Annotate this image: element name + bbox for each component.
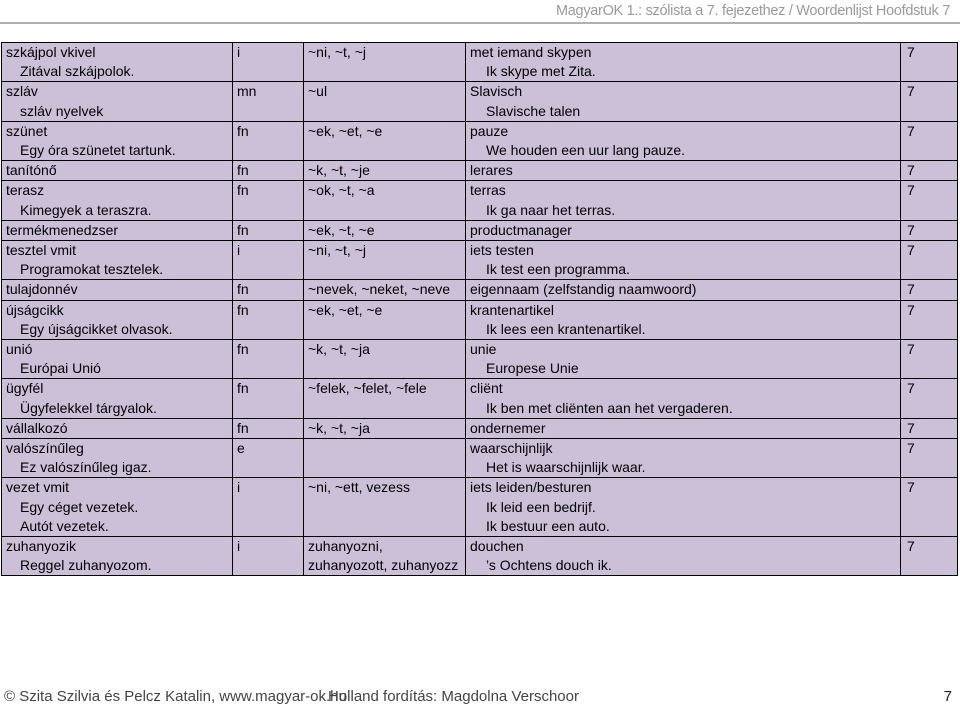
forms-cell: ~k, ~t, ~je	[304, 161, 466, 181]
forms-cell: ~ek, ~et, ~e	[304, 121, 466, 160]
hungarian-cell: unió Európai Unió	[2, 340, 233, 379]
vocabulary-table	[1, 42, 958, 576]
pos-cell: fn	[233, 181, 304, 220]
pos-cell: fn	[233, 161, 304, 181]
table-row	[2, 241, 958, 280]
dutch-cell: ondernemer	[466, 418, 901, 438]
lesson-cell: 7	[901, 161, 958, 181]
forms-cell: ~ul	[304, 82, 466, 121]
table-row	[2, 181, 958, 220]
table-row	[2, 280, 958, 300]
hungarian-cell: termékmenedzser	[2, 220, 233, 240]
pos-cell: fn	[233, 418, 304, 438]
hungarian-cell: terasz Kimegyek a teraszra.	[2, 181, 233, 220]
table-row	[2, 300, 958, 339]
dutch-cell: iets leiden/besturen Ik leid een bedrijf. Ik bestuur een auto.	[466, 478, 901, 537]
table-row	[2, 220, 958, 240]
hungarian-cell: ügyfél Ügyfelekkel tárgyalok.	[2, 379, 233, 418]
hungarian-cell: tanítónő	[2, 161, 233, 181]
hungarian-cell: vezet vmit Egy céget vezetek. Autót vezetek.	[2, 478, 233, 537]
lesson-cell: 7	[901, 478, 958, 537]
hungarian-cell: szláv szláv nyelvek	[2, 82, 233, 121]
translation-credit: Holland fordítás: Magdolna Verschoor	[328, 688, 579, 705]
table-row	[2, 439, 958, 478]
pos-cell: mn	[233, 82, 304, 121]
hungarian-cell: tulajdonnév	[2, 280, 233, 300]
forms-cell: ~k, ~t, ~ja	[304, 418, 466, 438]
dutch-cell: iets testen Ik test een programma.	[466, 241, 901, 280]
hungarian-cell: zuhanyozik Reggel zuhanyozom.	[2, 537, 233, 576]
pos-cell: i	[233, 537, 304, 576]
forms-cell: ~nevek, ~neket, ~neve	[304, 280, 466, 300]
lesson-cell: 7	[901, 300, 958, 339]
dutch-cell: Slavisch Slavische talen	[466, 82, 901, 121]
dutch-cell: eigennaam (zelfstandig naamwoord)	[466, 280, 901, 300]
copyright-text: © Szita Szilvia és Pelcz Katalin, www.magyar-ok.hu	[4, 688, 347, 705]
dutch-cell: cliënt Ik ben met cliënten aan het vergaderen.	[466, 379, 901, 418]
dutch-cell: lerares	[466, 161, 901, 181]
forms-cell: ~k, ~t, ~ja	[304, 340, 466, 379]
pos-cell: fn	[233, 340, 304, 379]
forms-cell: ~ni, ~t, ~j	[304, 241, 466, 280]
forms-cell: ~ni, ~t, ~j	[304, 43, 466, 82]
pos-cell: fn	[233, 280, 304, 300]
pos-cell: fn	[233, 121, 304, 160]
pos-cell: i	[233, 478, 304, 537]
dutch-cell: productmanager	[466, 220, 901, 240]
dutch-cell: douchen ’s Ochtens douch ik.	[466, 537, 901, 576]
lesson-cell: 7	[901, 379, 958, 418]
hungarian-cell: tesztel vmit Programokat tesztelek.	[2, 241, 233, 280]
dutch-cell: terras Ik ga naar het terras.	[466, 181, 901, 220]
table-row	[2, 379, 958, 418]
dutch-cell: met iemand skypen Ik skype met Zita.	[466, 43, 901, 82]
pos-cell: e	[233, 439, 304, 478]
table-row	[2, 43, 958, 82]
hungarian-cell: szkájpol vkivel Zitával szkájpolok.	[2, 43, 233, 82]
table-row	[2, 418, 958, 438]
forms-cell: zuhanyozni, zuhanyozott, zuhanyozz	[304, 537, 466, 576]
table-row	[2, 161, 958, 181]
forms-cell: ~ni, ~ett, vezess	[304, 478, 466, 537]
page-header-title: MagyarOK 1.: szólista a 7. fejezethez / Woordenlijst Hoofdstuk 7	[556, 3, 950, 19]
lesson-cell: 7	[901, 220, 958, 240]
pos-cell: i	[233, 241, 304, 280]
lesson-cell: 7	[901, 418, 958, 438]
lesson-cell: 7	[901, 43, 958, 82]
dutch-cell: unie Europese Unie	[466, 340, 901, 379]
pos-cell: fn	[233, 220, 304, 240]
table-row	[2, 340, 958, 379]
forms-cell: ~felek, ~felet, ~fele	[304, 379, 466, 418]
table-row	[2, 478, 958, 537]
lesson-cell: 7	[901, 340, 958, 379]
forms-cell	[304, 439, 466, 478]
dutch-cell: pauze We houden een uur lang pauze.	[466, 121, 901, 160]
lesson-cell: 7	[901, 241, 958, 280]
pos-cell: fn	[233, 379, 304, 418]
lesson-cell: 7	[901, 181, 958, 220]
lesson-cell: 7	[901, 280, 958, 300]
dutch-cell: waarschijnlijk Het is waarschijnlijk waar.	[466, 439, 901, 478]
forms-cell: ~ok, ~t, ~a	[304, 181, 466, 220]
dutch-cell: krantenartikel Ik lees een krantenartikel.	[466, 300, 901, 339]
lesson-cell: 7	[901, 121, 958, 160]
hungarian-cell: újságcikk Egy újságcikket olvasok.	[2, 300, 233, 339]
table-row	[2, 121, 958, 160]
header-divider	[0, 22, 960, 24]
pos-cell: fn	[233, 300, 304, 339]
hungarian-cell: valószínűleg Ez valószínűleg igaz.	[2, 439, 233, 478]
lesson-cell: 7	[901, 82, 958, 121]
hungarian-cell: szünet Egy óra szünetet tartunk.	[2, 121, 233, 160]
table-row	[2, 82, 958, 121]
table-row	[2, 537, 958, 576]
forms-cell: ~ek, ~et, ~e	[304, 300, 466, 339]
forms-cell: ~ek, ~t, ~e	[304, 220, 466, 240]
lesson-cell: 7	[901, 439, 958, 478]
page-number: 7	[943, 688, 952, 705]
hungarian-cell: vállalkozó	[2, 418, 233, 438]
lesson-cell: 7	[901, 537, 958, 576]
pos-cell: i	[233, 43, 304, 82]
